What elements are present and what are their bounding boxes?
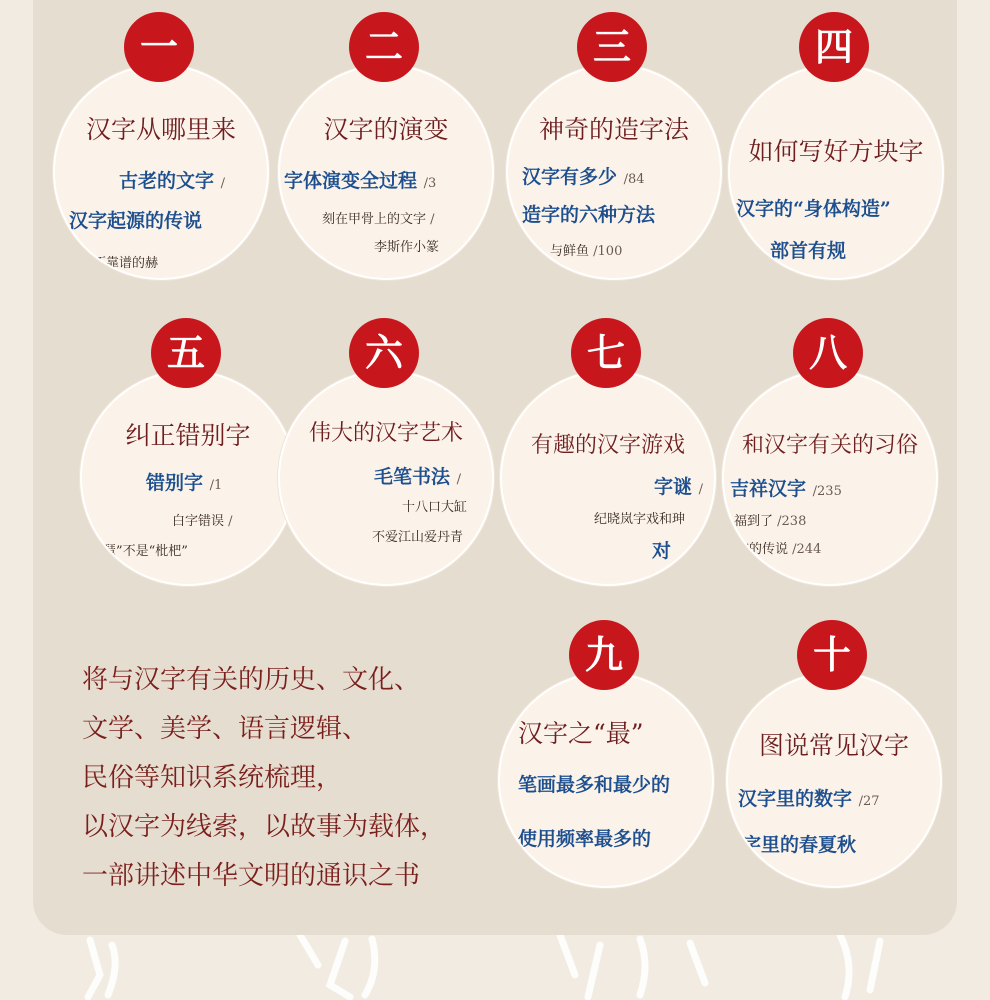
chapter-entry: 字里的春夏秋	[742, 834, 857, 856]
description-line: 将与汉字有关的历史、文化、	[82, 665, 421, 695]
chapter-title: 汉字之“最”	[518, 719, 644, 748]
chapter-circle	[53, 64, 269, 280]
chapter-entry: 字的传说 /244	[736, 542, 822, 557]
chapter-4[interactable]	[728, 12, 942, 292]
chapter-entry: 古老的文字 /	[119, 170, 226, 192]
chapter-circle	[278, 370, 494, 586]
chapter-entry: 汉字有多少 /84	[522, 166, 645, 188]
chapter-6[interactable]	[278, 318, 492, 598]
chapter-entry: 琵琶”不是“枇杷”	[90, 544, 188, 559]
chapter-10[interactable]	[726, 620, 940, 900]
chapter-numeral: 四	[799, 12, 869, 82]
chapter-9[interactable]	[498, 620, 712, 900]
description-line: 文学、美学、语言逻辑、	[82, 714, 369, 744]
chapter-title: 汉字从哪里来	[85, 115, 236, 144]
chapter-title: 纠正错别字	[125, 421, 251, 450]
chapter-entry: 汉字起源的传说	[69, 210, 203, 232]
chapter-title: 伟大的汉字艺术	[308, 421, 463, 446]
chapter-entry: 不靠谱的赫	[93, 256, 159, 271]
chapter-entry: 错别字 /1	[146, 472, 223, 494]
chapter-entry: 字体演变全过程 /3	[284, 170, 437, 192]
chapter-entry: 十八口大缸	[402, 500, 468, 515]
chapter-numeral: 二	[349, 12, 419, 82]
chapter-numeral: 三	[577, 12, 647, 82]
chapter-entry: 字谜 /	[654, 476, 704, 498]
chapter-numeral: 一	[124, 12, 194, 82]
chapter-3[interactable]	[506, 12, 720, 292]
chapter-8[interactable]	[722, 318, 936, 598]
chapter-circle	[80, 370, 296, 586]
chapter-entry: 福到了 /238	[734, 514, 807, 529]
description-line: 以汉字为线索，以故事为载体，	[82, 812, 447, 842]
chapter-title: 如何写好方块字	[748, 137, 924, 166]
description-line: 民俗等知识系统梳理，	[82, 763, 343, 793]
chapter-entry: 使用频率最多的	[518, 828, 652, 850]
chapter-numeral: 五	[151, 318, 221, 388]
chapter-circle	[722, 370, 938, 586]
chapter-circle	[726, 672, 942, 888]
chapter-7[interactable]	[500, 318, 714, 598]
chapter-entry: 笔画最多和最少的	[518, 774, 671, 796]
chapter-entry: 李斯作小篆	[374, 240, 440, 255]
chapter-circle	[500, 370, 716, 586]
chapter-numeral: 九	[569, 620, 639, 690]
chapter-2[interactable]	[278, 12, 492, 292]
description-line: 一部讲述中华文明的通识之书	[82, 861, 421, 891]
brush-strokes-icon	[0, 935, 990, 1000]
chapter-entry: 吉祥汉字 /235	[730, 478, 842, 500]
chapter-1[interactable]	[53, 12, 267, 292]
chapter-entry: 刻在甲骨上的文字 /	[322, 212, 435, 227]
chapter-entry: 白字错误 /	[172, 514, 233, 529]
chapter-entry: 造字的六种方法	[522, 204, 656, 226]
book-description	[82, 656, 502, 901]
chapter-title: 和汉字有关的习俗	[741, 433, 918, 458]
chapter-circle	[728, 64, 944, 280]
chapter-entry: 与鲜鱼 /100	[550, 244, 623, 259]
chapter-entry: 毛笔书法 /	[374, 466, 462, 488]
chapter-numeral: 六	[349, 318, 419, 388]
chapter-numeral: 八	[793, 318, 863, 388]
chapter-title: 神奇的造字法	[538, 115, 689, 144]
chapter-numeral: 十	[797, 620, 867, 690]
chapter-numeral: 七	[571, 318, 641, 388]
chapter-entry: 部首有规	[770, 240, 847, 262]
chapter-title: 有趣的汉字游戏	[530, 433, 685, 458]
chapter-entry: 对	[652, 540, 672, 562]
chapter-circle	[498, 672, 714, 888]
decorative-brush-characters	[0, 935, 990, 1000]
chapter-circle	[506, 64, 722, 280]
chapter-title: 图说常见汉字	[758, 731, 909, 760]
chapter-entry: 汉字的“身体构造”	[736, 198, 891, 220]
chapter-title: 汉字的演变	[323, 115, 449, 144]
chapter-5[interactable]	[80, 318, 294, 598]
chapter-entry: 不爱江山爱丹青	[372, 530, 464, 545]
chapter-entry: 汉字里的数字 /27	[738, 788, 880, 810]
chapter-circle	[278, 64, 494, 280]
chapter-entry: 纪晓岚字戏和珅	[594, 512, 686, 527]
